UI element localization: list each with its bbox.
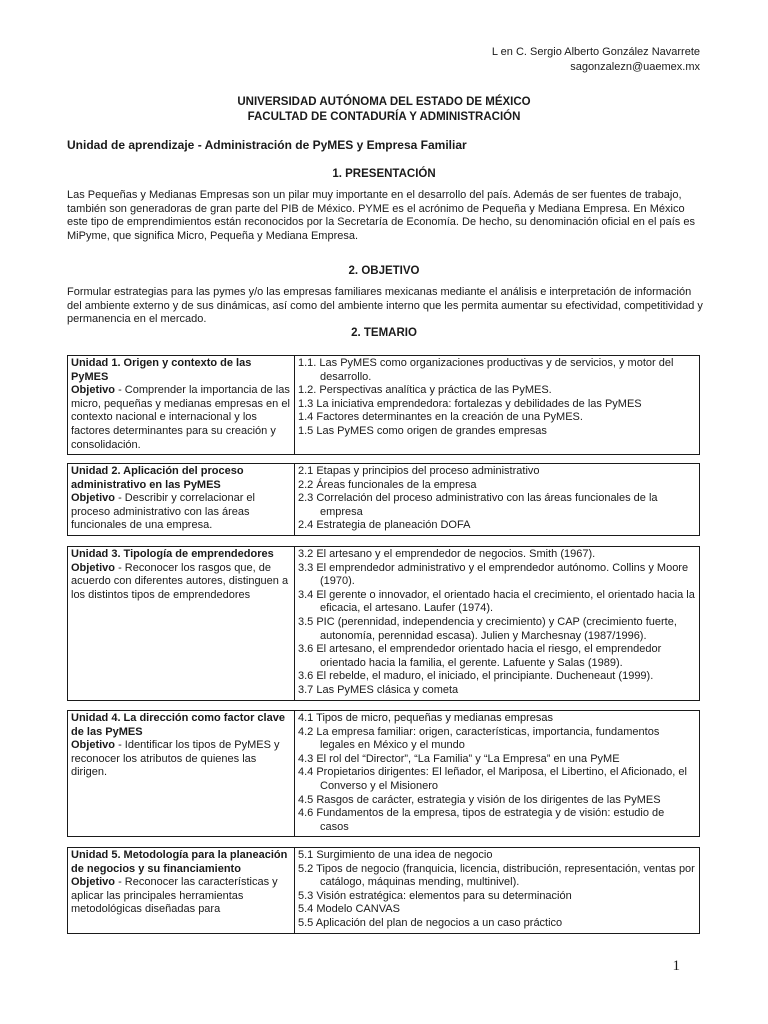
topic-item: 3.4 El gerente o innovador, el orientado hacia el crecimiento, el orientado hacia la eficacia, el artesano. Laufer (1974). [298, 588, 695, 615]
section-heading-presentacion: 1. PRESENTACIÓN [332, 168, 436, 180]
unit-description [68, 464, 295, 536]
topic-item: 2.3 Correlación del proceso administrativo con las áreas funcionales de la empresa [298, 492, 658, 518]
topic-item: 5.2 Tipos de negocio (franquicia, licencia, distribución, representación, ventas por catálogo, máquinas mending, multinivel). [298, 862, 695, 889]
unit-objective: - Reconocer las características y aplicar las principales herramientas metodológicas diseñadas para [71, 876, 278, 916]
unit-table-4 [67, 710, 700, 837]
topic-item: 5.1 Surgimiento de una idea de negocio [298, 849, 493, 861]
objective-label: Objetivo [71, 384, 116, 397]
topic-item: 4.4 Propietarios dirigentes: El leñador, el Mariposa, el Libertino, el Aficionado, el Converso y el Misionero [298, 766, 687, 792]
unit-objective: - Identificar los tipos de PyMES y reconocer los atributos de quienes las dirigen. [71, 739, 280, 779]
unit-description [68, 356, 295, 455]
topic-item: 1.4 Factores determinantes en la creación de una PyMES. [298, 411, 583, 424]
topic-item: 5.3 Visión estratégica: elementos para su determinación [298, 889, 572, 902]
topic-item: 5.5 Aplicación del plan de negocios a un caso práctico [298, 916, 563, 929]
objective-label: Objetivo [71, 876, 116, 889]
course-title: Unidad de aprendizaje - Administración de PyMES y Empresa Familiar [67, 138, 467, 152]
presentacion-paragraph: Las Pequeñas y Medianas Empresas son un pilar muy importante en el desarrollo del país. Además de ser fuentes de trabajo, también son generadoras de gran parte del PIB de México. PYME es el acrónimo de Pequeña y Mediana Empresa. En México este tipo de emprendimientos están reconocidos por la Secretaría de Economía. De hecho, su denominación oficial en el país es MiPyme, que significa Micro, Pequeña y Mediana Empresa. [67, 189, 695, 242]
topic-item: 3.5 PIC (perennidad, independencia y crecimiento) y CAP (crecimiento fuerte, autonomía, perennidad escasa). Julien y Marchesnay (1987/1996). [298, 615, 677, 642]
author-email: sagonzalezn@uaemex.mx [570, 60, 700, 73]
unit-topics [295, 848, 700, 934]
unit-topics [295, 356, 700, 455]
unit-description [68, 711, 295, 837]
topic-item: 4.5 Rasgos de carácter, estrategia y visión de los dirigentes de las PyMES [298, 793, 661, 806]
unit-table-1 [67, 355, 700, 455]
unit-objective: - Describir y correlacionar el proceso administrativo con las áreas funcionales de una empresa. [71, 492, 255, 532]
institution-line-1: UNIVERSIDAD AUTÓNOMA DEL ESTADO DE MÉXICO [237, 96, 531, 108]
page-number: 1 [672, 958, 680, 974]
topic-item: 1.3 La iniciativa emprendedora: fortalezas y debilidades de las PyMES [298, 397, 642, 410]
section-heading-objetivo: 2. OBJETIVO [348, 265, 420, 277]
unit-description [68, 848, 295, 934]
section-heading-temario: 2. TEMARIO [351, 327, 417, 339]
author-block [492, 45, 700, 74]
topic-item: 2.1 Etapas y principios del proceso administrativo [298, 465, 540, 477]
topic-item: 3.6 El artesano, el emprendedor orientado hacia el riesgo, el emprendedor orientado hacia la familia, el gerente. Lafuente y Salas (1989). [298, 643, 662, 669]
unit-table-5 [67, 847, 700, 934]
author-name: L en C. Sergio Alberto González Navarrete [491, 46, 700, 58]
unit-topics [295, 547, 700, 701]
institution-line-2: FACULTAD DE CONTADURÍA Y ADMINISTRACIÓN [247, 110, 521, 123]
unit-table-2 [67, 463, 700, 536]
topic-item: 4.6 Fundamentos de la empresa, tipos de estrategia y de visión: estudio de casos [298, 807, 665, 833]
topic-item: 2.4 Estrategia de planeación DOFA [298, 519, 471, 532]
topic-item: 4.2 La empresa familiar: origen, características, importancia, fundamentos legales en México y el mundo [298, 725, 660, 752]
topic-item: 3.7 Las PyMES clásica y cometa [298, 683, 459, 696]
topic-item: 1.1. Las PyMES como organizaciones productivas y de servicios, y motor del desarrollo. [298, 357, 674, 383]
topic-item: 4.1 Tipos de micro, pequeñas y medianas empresas [298, 712, 553, 724]
unit-description [68, 547, 295, 701]
objective-label: Objetivo [71, 492, 116, 505]
topic-item: 3.6 El rebelde, el maduro, el iniciado, el principiante. Ducheneaut (1999). [298, 670, 654, 683]
unit-title: Unidad 5. Metodología para la planeación de negocios y su financiamiento [71, 849, 288, 875]
topic-item: 2.2 Áreas funcionales de la empresa [298, 478, 477, 491]
unit-topics [295, 711, 700, 837]
topic-item: 3.3 El emprendedor administrativo y el emprendedor autónomo. Collins y Moore (1970). [298, 561, 689, 588]
topic-item: 5.4 Modelo CANVAS [298, 903, 400, 916]
institution-heading [67, 95, 701, 124]
topic-item: 1.2. Perspectivas analítica y práctica de las PyMES. [298, 384, 552, 397]
topic-item: 4.3 El rol del “Director”, “La Familia” y “La Empresa” en una PyME [298, 752, 620, 765]
objective-label: Objetivo [71, 739, 116, 752]
unit-objective: - Comprender la importancia de las micro, pequeñas y medianas empresas en el contexto nacional e internacional y los factores determinantes para su creación y consolidación. [71, 384, 290, 451]
unit-title: Unidad 4. La dirección como factor clave de las PyMES [71, 712, 285, 738]
unit-title: Unidad 3. Tipología de emprendedores [71, 548, 274, 560]
unit-title: Unidad 2. Aplicación del proceso administrativo en las PyMES [71, 465, 244, 491]
unit-title: Unidad 1. Origen y contexto de las PyMES [71, 357, 252, 383]
unit-objective: - Reconocer los rasgos que, de acuerdo con diferentes autores, distinguen a los distintos tipos de emprendedores [71, 561, 289, 601]
objective-label: Objetivo [71, 561, 116, 574]
objetivo-paragraph: Formular estrategias para las pymes y/o las empresas familiares mexicanas mediante el análisis e interpretación de información del ambiente externo y de sus dinámicas, así como del ambiente interno que les permita aumentar su efectividad, competitividad y permanencia en el mercado. [67, 286, 703, 326]
topic-item: 1.5 Las PyMES como origen de grandes empresas [298, 424, 547, 437]
unit-table-3 [67, 546, 700, 701]
topic-item: 3.2 El artesano y el emprendedor de negocios. Smith (1967). [298, 548, 596, 560]
unit-topics [295, 464, 700, 536]
